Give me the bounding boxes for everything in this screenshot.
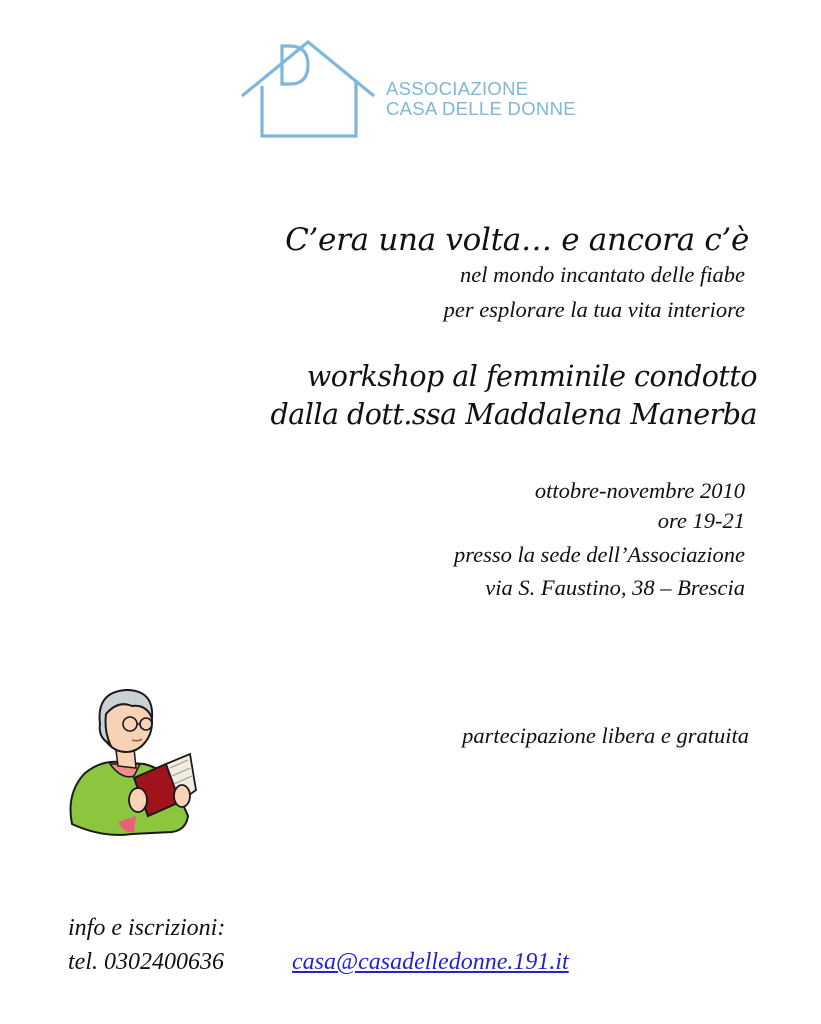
contact-label: info e iscrizioni: (68, 915, 226, 941)
woman-reading-book-icon (62, 684, 200, 840)
contact-phone: tel. 0302400636 (68, 949, 224, 975)
workshop-line1: workshop al femminile condotto (306, 360, 757, 393)
logo-name-line1: ASSOCIAZIONE (386, 78, 529, 99)
logo-name-line2: CASA DELLE DONNE (386, 98, 576, 119)
event-place: presso la sede dell’Associazione (454, 542, 745, 567)
subtitle-line1: nel mondo incantato delle fiabe (460, 262, 745, 287)
event-dates: ottobre-novembre 2010 (534, 478, 745, 503)
participation-note: partecipazione libera e gratuita (462, 723, 749, 748)
subtitle-line2: per esplorare la tua vita interiore (443, 297, 745, 322)
workshop-line2: dalla dott.ssa Maddalena Manerba (270, 398, 757, 431)
contact-email-link[interactable]: casa@casadelledonne.191.it (292, 949, 569, 975)
page-title: C’era una volta… e ancora c’è (285, 222, 749, 258)
house-logo-icon (238, 38, 378, 140)
event-hours: ore 19-21 (657, 508, 745, 533)
event-address: via S. Faustino, 38 – Brescia (485, 575, 745, 600)
